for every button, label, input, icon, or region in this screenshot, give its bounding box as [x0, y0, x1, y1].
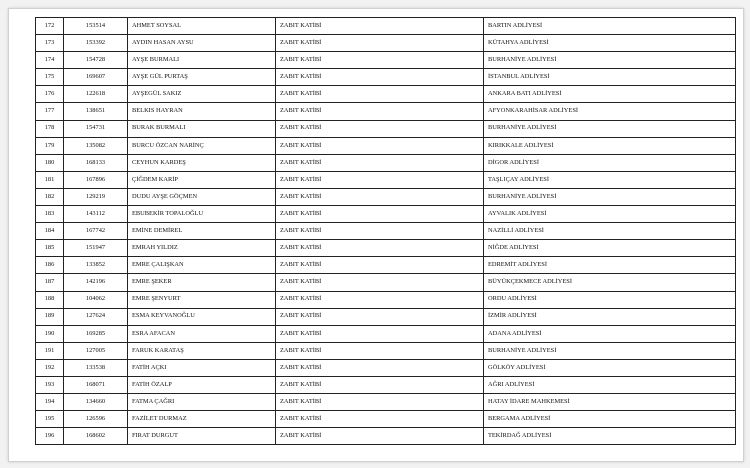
courthouse-cell: İZMİR ADLİYESİ: [484, 308, 736, 325]
registry-number-cell: 167742: [64, 223, 128, 240]
registry-number-cell: 134660: [64, 394, 128, 411]
table-row: [36, 154, 736, 171]
registry-number-cell: 168133: [64, 154, 128, 171]
row-number-cell: 187: [36, 274, 64, 291]
full-name-cell: FATİH AÇKI: [128, 359, 276, 376]
registry-number-cell: 133852: [64, 257, 128, 274]
job-title-cell: ZABIT KATİBİ: [276, 18, 484, 35]
job-title-cell: ZABIT KATİBİ: [276, 188, 484, 205]
courthouse-cell: BARTIN ADLİYESİ: [484, 18, 736, 35]
job-title-cell: ZABIT KATİBİ: [276, 291, 484, 308]
job-title-cell: ZABIT KATİBİ: [276, 308, 484, 325]
full-name-cell: DUDU AYŞE GÖÇMEN: [128, 188, 276, 205]
registry-number-cell: 167896: [64, 171, 128, 188]
row-number-cell: 195: [36, 411, 64, 428]
full-name-cell: ESMA KEYVANOĞLU: [128, 308, 276, 325]
table-row: [36, 342, 736, 359]
job-title-cell: ZABIT KATİBİ: [276, 120, 484, 137]
job-title-cell: ZABIT KATİBİ: [276, 171, 484, 188]
job-title-cell: ZABIT KATİBİ: [276, 342, 484, 359]
courthouse-cell: BURHANİYE ADLİYESİ: [484, 52, 736, 69]
table-row: [36, 120, 736, 137]
full-name-cell: BURAK BURMALI: [128, 120, 276, 137]
table-row: [36, 394, 736, 411]
registry-number-cell: 135082: [64, 137, 128, 154]
registry-number-cell: 127624: [64, 308, 128, 325]
row-number-cell: 194: [36, 394, 64, 411]
job-title-cell: ZABIT KATİBİ: [276, 206, 484, 223]
table-row: [36, 325, 736, 342]
job-title-cell: ZABIT KATİBİ: [276, 103, 484, 120]
table-row: [36, 206, 736, 223]
document-page: [8, 8, 744, 462]
full-name-cell: FAZİLET DURMAZ: [128, 411, 276, 428]
table-row: [36, 359, 736, 376]
job-title-cell: ZABIT KATİBİ: [276, 274, 484, 291]
row-number-cell: 185: [36, 240, 64, 257]
row-number-cell: 181: [36, 171, 64, 188]
job-title-cell: ZABIT KATİBİ: [276, 137, 484, 154]
courthouse-cell: ANKARA BATI ADLİYESİ: [484, 86, 736, 103]
job-title-cell: ZABIT KATİBİ: [276, 394, 484, 411]
job-title-cell: ZABIT KATİBİ: [276, 325, 484, 342]
job-title-cell: ZABIT KATİBİ: [276, 223, 484, 240]
table-body: [36, 18, 736, 445]
job-title-cell: ZABIT KATİBİ: [276, 240, 484, 257]
table-row: [36, 52, 736, 69]
full-name-cell: FATMA ÇAĞRI: [128, 394, 276, 411]
courthouse-cell: KIRIKKALE ADLİYESİ: [484, 137, 736, 154]
registry-number-cell: 142196: [64, 274, 128, 291]
courthouse-cell: NİĞDE ADLİYESİ: [484, 240, 736, 257]
job-title-cell: ZABIT KATİBİ: [276, 257, 484, 274]
personnel-table: [35, 17, 736, 445]
registry-number-cell: 138651: [64, 103, 128, 120]
courthouse-cell: BURHANİYE ADLİYESİ: [484, 188, 736, 205]
row-number-cell: 196: [36, 428, 64, 445]
courthouse-cell: BERGAMA ADLİYESİ: [484, 411, 736, 428]
table-row: [36, 103, 736, 120]
registry-number-cell: 169607: [64, 69, 128, 86]
courthouse-cell: GÖLKÖY ADLİYESİ: [484, 359, 736, 376]
courthouse-cell: EDREMİT ADLİYESİ: [484, 257, 736, 274]
row-number-cell: 176: [36, 86, 64, 103]
job-title-cell: ZABIT KATİBİ: [276, 411, 484, 428]
row-number-cell: 182: [36, 188, 64, 205]
courthouse-cell: TAŞLIÇAY ADLİYESİ: [484, 171, 736, 188]
table-row: [36, 257, 736, 274]
full-name-cell: ESRA AFACAN: [128, 325, 276, 342]
registry-number-cell: 133538: [64, 359, 128, 376]
full-name-cell: FARUK KARATAŞ: [128, 342, 276, 359]
courthouse-cell: ORDU ADLİYESİ: [484, 291, 736, 308]
table-row: [36, 188, 736, 205]
table-row: [36, 240, 736, 257]
full-name-cell: AYDIN HASAN AYSU: [128, 35, 276, 52]
job-title-cell: ZABIT KATİBİ: [276, 154, 484, 171]
table-row: [36, 411, 736, 428]
courthouse-cell: BURHANİYE ADLİYESİ: [484, 342, 736, 359]
courthouse-cell: DİGOR ADLİYESİ: [484, 154, 736, 171]
full-name-cell: AHMET SOYSAL: [128, 18, 276, 35]
full-name-cell: EMRE ŞEKER: [128, 274, 276, 291]
job-title-cell: ZABIT KATİBİ: [276, 359, 484, 376]
registry-number-cell: 122618: [64, 86, 128, 103]
table-row: [36, 428, 736, 445]
courthouse-cell: AFYONKARAHİSAR ADLİYESİ: [484, 103, 736, 120]
row-number-cell: 184: [36, 223, 64, 240]
courthouse-cell: BURHANİYE ADLİYESİ: [484, 120, 736, 137]
registry-number-cell: 104062: [64, 291, 128, 308]
full-name-cell: EMRE ÇALIŞKAN: [128, 257, 276, 274]
table-row: [36, 86, 736, 103]
table-row: [36, 171, 736, 188]
row-number-cell: 172: [36, 18, 64, 35]
job-title-cell: ZABIT KATİBİ: [276, 428, 484, 445]
registry-number-cell: 154728: [64, 52, 128, 69]
full-name-cell: EMRE ŞENYURT: [128, 291, 276, 308]
full-name-cell: BURCU ÖZCAN NARİNÇ: [128, 137, 276, 154]
courthouse-cell: NAZİLLİ ADLİYESİ: [484, 223, 736, 240]
row-number-cell: 177: [36, 103, 64, 120]
table-row: [36, 35, 736, 52]
table-row: [36, 223, 736, 240]
courthouse-cell: KÜTAHYA ADLİYESİ: [484, 35, 736, 52]
registry-number-cell: 154731: [64, 120, 128, 137]
full-name-cell: EBUBEKİR TOPALOĞLU: [128, 206, 276, 223]
full-name-cell: AYŞE GÜL PURTAŞ: [128, 69, 276, 86]
courthouse-cell: TEKİRDAĞ ADLİYESİ: [484, 428, 736, 445]
row-number-cell: 189: [36, 308, 64, 325]
courthouse-cell: HATAY İDARE MAHKEMESİ: [484, 394, 736, 411]
registry-number-cell: 127005: [64, 342, 128, 359]
full-name-cell: BELKIS HAYRAN: [128, 103, 276, 120]
registry-number-cell: 168071: [64, 376, 128, 393]
courthouse-cell: İSTANBUL ADLİYESİ: [484, 69, 736, 86]
row-number-cell: 191: [36, 342, 64, 359]
row-number-cell: 179: [36, 137, 64, 154]
job-title-cell: ZABIT KATİBİ: [276, 35, 484, 52]
table-row: [36, 69, 736, 86]
courthouse-cell: AYVALIK ADLİYESİ: [484, 206, 736, 223]
job-title-cell: ZABIT KATİBİ: [276, 52, 484, 69]
table-row: [36, 308, 736, 325]
table-row: [36, 274, 736, 291]
table-row: [36, 291, 736, 308]
row-number-cell: 190: [36, 325, 64, 342]
registry-number-cell: 126596: [64, 411, 128, 428]
row-number-cell: 173: [36, 35, 64, 52]
full-name-cell: FATİH ÖZALP: [128, 376, 276, 393]
registry-number-cell: 169285: [64, 325, 128, 342]
full-name-cell: AYŞE BURMALI: [128, 52, 276, 69]
full-name-cell: EMİNE DEMİREL: [128, 223, 276, 240]
full-name-cell: AYŞEGÜL SAKIZ: [128, 86, 276, 103]
full-name-cell: EMRAH YILDIZ: [128, 240, 276, 257]
full-name-cell: CEYHUN KARDEŞ: [128, 154, 276, 171]
table-row: [36, 376, 736, 393]
courthouse-cell: ADANA ADLİYESİ: [484, 325, 736, 342]
row-number-cell: 180: [36, 154, 64, 171]
registry-number-cell: 129219: [64, 188, 128, 205]
table-row: [36, 137, 736, 154]
registry-number-cell: 143112: [64, 206, 128, 223]
full-name-cell: ÇİĞDEM KARİP: [128, 171, 276, 188]
courthouse-cell: AĞRI ADLİYESİ: [484, 376, 736, 393]
registry-number-cell: 168602: [64, 428, 128, 445]
job-title-cell: ZABIT KATİBİ: [276, 69, 484, 86]
table-row: [36, 18, 736, 35]
registry-number-cell: 153392: [64, 35, 128, 52]
row-number-cell: 183: [36, 206, 64, 223]
courthouse-cell: BÜYÜKÇEKMECE ADLİYESİ: [484, 274, 736, 291]
row-number-cell: 186: [36, 257, 64, 274]
job-title-cell: ZABIT KATİBİ: [276, 86, 484, 103]
row-number-cell: 193: [36, 376, 64, 393]
row-number-cell: 192: [36, 359, 64, 376]
full-name-cell: FIRAT DURGUT: [128, 428, 276, 445]
row-number-cell: 175: [36, 69, 64, 86]
row-number-cell: 178: [36, 120, 64, 137]
row-number-cell: 174: [36, 52, 64, 69]
row-number-cell: 188: [36, 291, 64, 308]
registry-number-cell: 153514: [64, 18, 128, 35]
registry-number-cell: 151947: [64, 240, 128, 257]
job-title-cell: ZABIT KATİBİ: [276, 376, 484, 393]
